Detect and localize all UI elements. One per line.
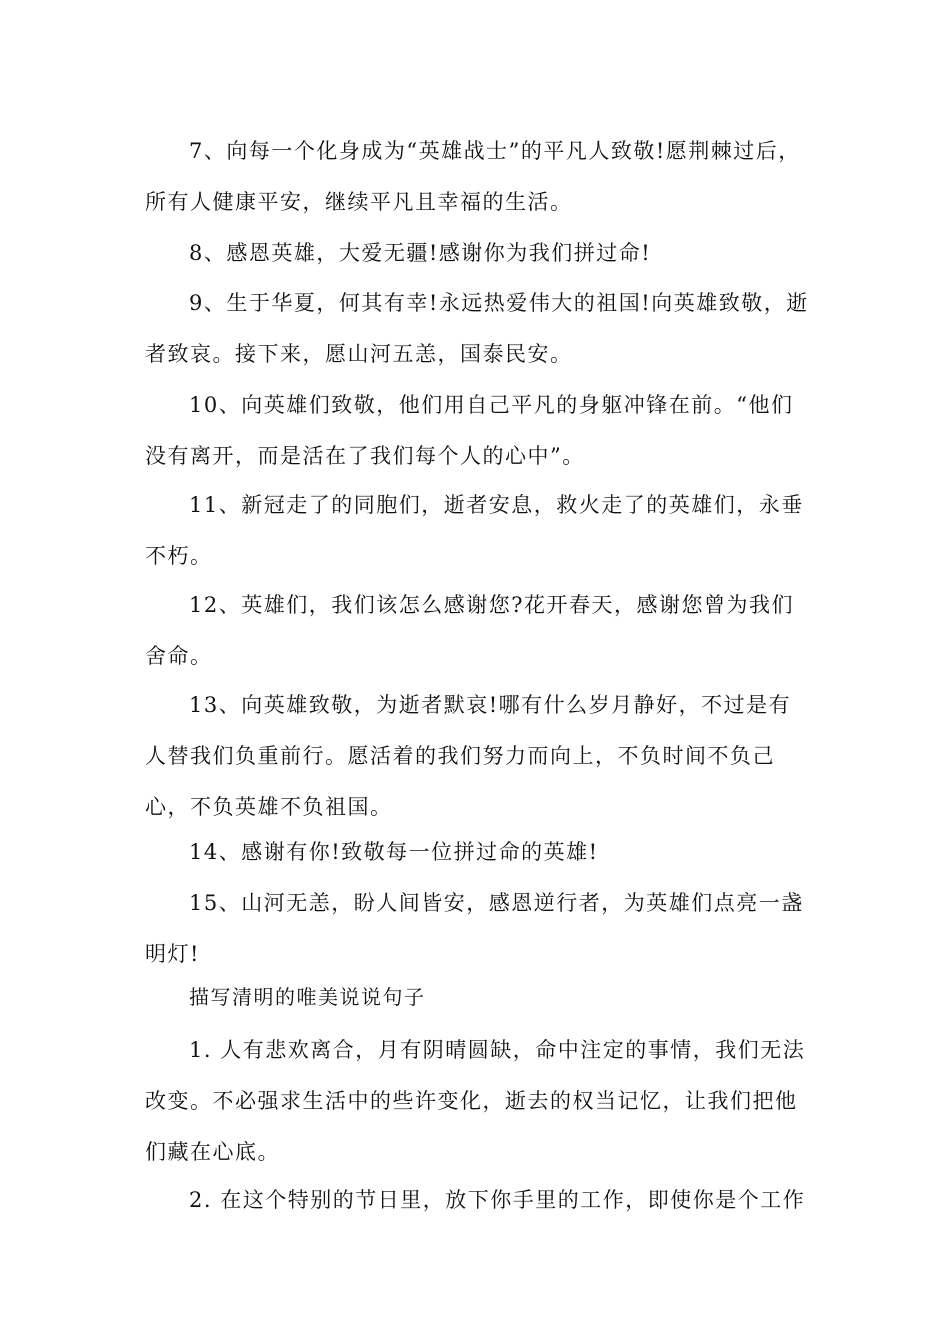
- paragraph-14: 14、感谢有你!致敬每一位拼过命的英雄!: [189, 840, 599, 864]
- section-paragraph-1: 1. 人有悲欢离合，月有阴晴圆缺，命中注定的事情，我们无法改变。不必强求生活中的些许变化，逝去的权当记忆，让我们把他们藏在心底。: [145, 1038, 806, 1164]
- section-heading: 描写清明的唯美说说句子: [189, 985, 426, 1009]
- paragraph-12: 12、英雄们，我们该怎么感谢您?花开春天，感谢您曾为我们舍命。: [145, 593, 794, 668]
- paragraph-10: 10、向英雄们致敬，他们用自己平凡的身躯冲锋在前。“他们没有离开，而是活在了我们每个人的心中”。: [145, 393, 794, 468]
- paragraph-15: 15、山河无恙，盼人间皆安，感恩逆行者，为英雄们点亮一盏明灯!: [145, 891, 804, 966]
- paragraph-13: 13、向英雄致敬，为逝者默哀!哪有什么岁月静好，不过是有人替我们负重前行。愿活着的我们努力而向上，不负时间不负己心，不负英雄不负祖国。: [145, 693, 792, 819]
- paragraph-8: 8、感恩英雄，大爱无疆!感谢你为我们拼过命!: [189, 241, 652, 265]
- section-paragraph-2: 2. 在这个特别的节日里，放下你手里的工作，即使你是个工作: [189, 1188, 806, 1212]
- paragraph-9: 9、生于华夏，何其有幸!永远热爱伟大的祖国!向英雄致敬，逝者致哀。接下来，愿山河五恙，国泰民安。: [145, 291, 809, 366]
- paragraph-7: 7、向每一个化身成为“英雄战士”的平凡人致敬!愿荆棘过后，所有人健康平安，继续平凡且幸福的生活。: [145, 139, 801, 214]
- paragraph-11: 11、新冠走了的同胞们，逝者安息，救火走了的英雄们，永垂不朽。: [145, 493, 804, 568]
